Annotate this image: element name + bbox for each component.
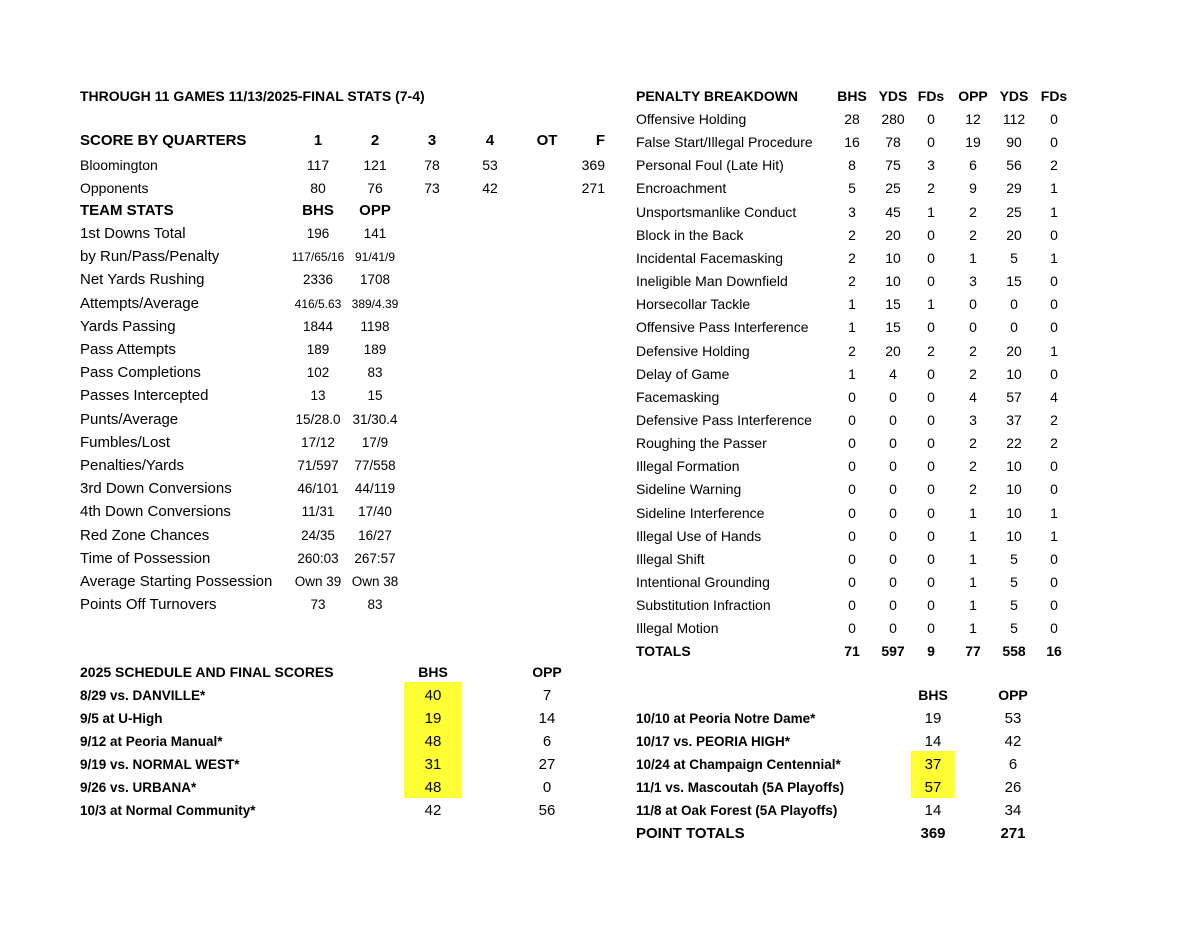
- team-stat-label: 4th Down Conversions: [80, 503, 231, 521]
- team-stat-opp: 17/40: [358, 504, 392, 520]
- schedule-game: 9/26 vs. URBANA*: [80, 780, 197, 795]
- penalty-cell: 1: [1050, 249, 1058, 266]
- penalty-totals-label: TOTALS: [636, 643, 691, 660]
- quarter-cell: 271: [581, 180, 605, 196]
- team-stat-bhs: 189: [306, 342, 330, 357]
- team-stat-bhs: 260:03: [297, 550, 339, 566]
- team-stat-opp: 16/27: [358, 527, 392, 543]
- penalty-cell: 1: [1050, 342, 1058, 359]
- penalty-row-label: Illegal Shift: [636, 550, 705, 567]
- team-stat-bhs: 11/31: [301, 504, 335, 520]
- penalty-cell: 0: [927, 134, 935, 151]
- quarter-col-header: 4: [485, 132, 495, 149]
- schedule-bhs-score: 48: [424, 779, 442, 796]
- team-stat-bhs: 102: [306, 365, 330, 381]
- team-stat-opp: Own 38: [351, 574, 399, 589]
- penalty-cell: 16: [844, 134, 860, 151]
- penalty-cell: 0: [927, 365, 935, 382]
- quarter-row-team: Opponents: [80, 180, 149, 196]
- team-stat-opp: 83: [367, 365, 383, 381]
- penalty-cell: 20: [885, 226, 901, 243]
- quarter-cell: 42: [482, 180, 498, 196]
- penalty-cell: 0: [889, 620, 897, 637]
- schedule-opp-score: 34: [1004, 802, 1022, 819]
- penalty-cell: 0: [848, 504, 856, 521]
- penalty-cell: 0: [848, 597, 856, 614]
- penalty-cell: 2: [848, 226, 856, 243]
- penalty-cell: 0: [927, 388, 935, 405]
- team-stat-label: 3rd Down Conversions: [80, 480, 232, 498]
- penalty-cell: 0: [1050, 319, 1058, 336]
- team-stat-bhs: 17/12: [301, 434, 335, 450]
- team-stat-bhs: 13: [310, 388, 326, 404]
- penalty-cell: 2: [927, 180, 935, 197]
- team-stat-label: Fumbles/Lost: [80, 433, 171, 451]
- penalty-cell: 0: [1050, 620, 1058, 637]
- penalty-cell: 37: [1006, 411, 1022, 428]
- schedule-bhs-score: 19: [924, 710, 942, 727]
- schedule-game: 10/24 at Champaign Centennial*: [636, 757, 841, 772]
- penalty-col-header: FDs: [917, 88, 945, 104]
- schedule-bhs-score: 48: [424, 733, 442, 750]
- penalty-cell: 25: [885, 180, 901, 197]
- point-totals-label: POINT TOTALS: [636, 825, 745, 842]
- penalty-cell: 15: [1006, 273, 1022, 290]
- quarter-cell: 53: [482, 157, 498, 173]
- penalty-cell: 2: [969, 435, 977, 452]
- team-stat-bhs: 46/101: [297, 481, 339, 497]
- quarter-cell: 117: [306, 157, 330, 173]
- team-stat-label: by Run/Pass/Penalty: [80, 248, 220, 266]
- quarter-col-header: F: [595, 132, 605, 149]
- penalty-cell: 5: [848, 180, 856, 197]
- penalty-totals-cell: 77: [965, 643, 981, 660]
- penalty-cell: 2: [1050, 157, 1058, 174]
- penalty-totals-cell: 71: [844, 643, 860, 660]
- penalty-row-label: Offensive Pass Interference: [636, 319, 809, 336]
- penalty-row-label: Sideline Interference: [636, 504, 765, 521]
- penalty-col-header: BHS: [837, 88, 867, 104]
- penalty-cell: 1: [969, 620, 977, 637]
- schedule-right-col-opp: OPP: [998, 687, 1028, 703]
- penalty-row-label: Facemasking: [636, 388, 720, 405]
- team-stat-label: Punts/Average: [80, 410, 179, 428]
- penalty-cell: 2: [848, 342, 856, 359]
- penalty-cell: 10: [885, 249, 901, 266]
- team-stat-bhs: 71/597: [297, 458, 339, 473]
- penalty-cell: 4: [889, 365, 897, 382]
- penalty-cell: 0: [848, 574, 856, 590]
- penalty-cell: 10: [885, 273, 901, 290]
- penalty-cell: 10: [1006, 504, 1022, 521]
- penalty-cell: 0: [848, 411, 856, 428]
- penalty-cell: 0: [927, 550, 935, 567]
- penalty-heading: PENALTY BREAKDOWN: [636, 88, 799, 104]
- penalty-cell: 9: [969, 180, 977, 197]
- penalty-cell: 1: [927, 296, 935, 313]
- penalty-cell: 0: [889, 574, 897, 590]
- penalty-totals-cell: 16: [1046, 643, 1062, 660]
- penalty-cell: 90: [1006, 134, 1022, 151]
- penalty-cell: 0: [1010, 296, 1018, 313]
- team-stat-bhs: Own 39: [294, 574, 342, 589]
- penalty-col-header: YDS: [999, 88, 1029, 104]
- team-stat-label: 1st Downs Total: [80, 225, 186, 242]
- quarter-cell: 121: [363, 157, 387, 173]
- penalty-row-label: False Start/Illegal Procedure: [636, 134, 813, 151]
- team-stat-label: Passes Intercepted: [80, 387, 209, 405]
- penalty-cell: 8: [848, 157, 856, 174]
- penalty-cell: 2: [1050, 411, 1058, 428]
- penalty-cell: 0: [848, 458, 856, 475]
- penalty-cell: 5: [1010, 550, 1018, 567]
- penalty-cell: 0: [889, 481, 897, 498]
- penalty-cell: 5: [1010, 249, 1018, 266]
- penalty-cell: 10: [1006, 458, 1022, 475]
- penalty-cell: 0: [927, 249, 935, 266]
- penalty-row-label: Block in the Back: [636, 226, 744, 243]
- team-stat-bhs: 117/65/16: [291, 250, 345, 265]
- team-stat-bhs: 2336: [302, 272, 334, 288]
- penalty-cell: 0: [848, 527, 856, 544]
- penalty-cell: 0: [1050, 597, 1058, 614]
- team-stat-label: Pass Attempts: [80, 341, 176, 358]
- penalty-row-label: Ineligible Man Downfield: [636, 273, 788, 290]
- team-stat-opp: 77/558: [354, 458, 396, 473]
- penalty-cell: 0: [927, 226, 935, 243]
- penalty-cell: 0: [1050, 481, 1058, 498]
- penalty-cell: 3: [969, 411, 977, 428]
- penalty-cell: 20: [1006, 226, 1022, 243]
- schedule-bhs-score: 19: [424, 710, 442, 727]
- penalty-cell: 0: [927, 481, 935, 498]
- schedule-right-col-bhs: BHS: [918, 687, 948, 703]
- penalty-cell: 0: [848, 481, 856, 498]
- penalty-cell: 1: [969, 504, 977, 521]
- team-stat-opp: 15: [367, 388, 383, 404]
- schedule-bhs-score: 14: [924, 733, 942, 750]
- penalty-cell: 0: [969, 296, 977, 313]
- penalty-col-header: FDs: [1040, 88, 1068, 104]
- penalty-cell: 0: [1050, 111, 1058, 127]
- penalty-cell: 4: [969, 388, 977, 405]
- penalty-row-label: Intentional Grounding: [636, 574, 770, 590]
- penalty-cell: 15: [885, 296, 901, 313]
- team-stat-label: Pass Completions: [80, 364, 201, 382]
- penalty-cell: 3: [969, 273, 977, 290]
- team-stat-label: Attempts/Average: [80, 294, 199, 312]
- penalty-cell: 0: [848, 435, 856, 452]
- team-stat-opp: 1198: [360, 318, 390, 334]
- penalty-row-label: Encroachment: [636, 180, 727, 197]
- penalty-cell: 0: [1050, 550, 1058, 567]
- penalty-row-label: Substitution Infraction: [636, 597, 771, 614]
- penalty-col-header: YDS: [878, 88, 908, 104]
- penalty-row-label: Illegal Formation: [636, 458, 740, 475]
- penalty-cell: 10: [1006, 365, 1022, 382]
- team-stat-opp: 389/4.39: [351, 296, 399, 311]
- penalty-cell: 0: [848, 550, 856, 567]
- penalty-cell: 0: [889, 550, 897, 567]
- penalty-cell: 25: [1006, 203, 1022, 220]
- penalty-cell: 0: [969, 319, 977, 336]
- quarter-cell: 78: [424, 157, 440, 173]
- team-stats-heading: TEAM STATS: [80, 202, 174, 219]
- team-stat-bhs: 1844: [302, 318, 334, 334]
- penalty-cell: 0: [889, 527, 897, 544]
- team-stat-label: Penalties/Yards: [80, 457, 184, 474]
- penalty-cell: 12: [965, 111, 981, 127]
- schedule-game: 9/19 vs. NORMAL WEST*: [80, 757, 240, 772]
- penalty-row-label: Illegal Motion: [636, 620, 719, 637]
- quarter-cell: 73: [424, 180, 440, 196]
- penalty-cell: 20: [1006, 342, 1022, 359]
- team-stat-bhs: 196: [306, 226, 330, 241]
- penalty-cell: 1: [848, 319, 856, 336]
- schedule-opp-score: 14: [538, 710, 556, 727]
- penalty-cell: 56: [1006, 157, 1022, 174]
- schedule-opp-score: 56: [538, 802, 556, 819]
- penalty-totals-cell: 558: [1002, 643, 1026, 660]
- team-stat-bhs: 73: [310, 597, 326, 613]
- schedule-opp-score: 7: [542, 687, 552, 704]
- team-stat-opp: 1708: [359, 272, 391, 288]
- team-stat-bhs: 24/35: [301, 527, 335, 543]
- team-stat-opp: 91/41/9: [354, 250, 396, 265]
- penalty-cell: 0: [889, 388, 897, 405]
- penalty-row-label: Incidental Facemasking: [636, 249, 784, 266]
- penalty-cell: 1: [969, 550, 977, 567]
- penalty-cell: 10: [1006, 481, 1022, 498]
- penalty-cell: 0: [927, 273, 935, 290]
- penalty-row-label: Defensive Holding: [636, 342, 750, 359]
- penalty-cell: 1: [848, 365, 856, 382]
- penalty-cell: 0: [927, 435, 935, 452]
- penalty-row-label: Delay of Game: [636, 365, 730, 382]
- penalty-cell: 0: [927, 620, 935, 637]
- schedule-game: 8/29 vs. DANVILLE*: [80, 688, 206, 703]
- penalty-cell: 0: [889, 504, 897, 521]
- penalty-cell: 0: [1050, 226, 1058, 243]
- penalty-cell: 5: [1010, 620, 1018, 637]
- team-stats-col-bhs: BHS: [302, 202, 334, 219]
- penalty-cell: 0: [927, 319, 935, 336]
- quarter-row-team: Bloomington: [80, 157, 158, 173]
- penalty-cell: 4: [1050, 388, 1058, 405]
- penalty-cell: 0: [889, 411, 897, 428]
- schedule-col-bhs: BHS: [418, 664, 448, 680]
- penalty-cell: 5: [1010, 597, 1018, 614]
- schedule-game: 10/3 at Normal Community*: [80, 803, 256, 818]
- schedule-bhs-score: 14: [924, 802, 942, 819]
- penalty-cell: 0: [1050, 365, 1058, 382]
- penalty-cell: 2: [969, 226, 977, 243]
- penalty-cell: 1: [969, 574, 977, 590]
- penalty-cell: 1: [1050, 527, 1058, 544]
- schedule-opp-score: 26: [1004, 779, 1022, 796]
- schedule-opp-score: 6: [1008, 756, 1018, 773]
- schedule-opp-score: 0: [542, 779, 552, 796]
- team-stat-label: Average Starting Possession: [80, 573, 273, 590]
- quarter-cell: 76: [367, 180, 383, 196]
- team-stat-opp: 31/30.4: [352, 411, 398, 427]
- penalty-totals-cell: 597: [881, 643, 905, 660]
- penalty-cell: 0: [889, 458, 897, 475]
- penalty-col-header: OPP: [958, 88, 988, 104]
- team-stat-opp: 189: [363, 342, 387, 357]
- penalty-cell: 22: [1006, 435, 1022, 452]
- schedule-bhs-score: 40: [424, 687, 442, 704]
- penalty-cell: 0: [927, 597, 935, 614]
- penalty-cell: 0: [1050, 296, 1058, 313]
- schedule-opp-score: 6: [542, 733, 552, 750]
- penalty-cell: 1: [969, 527, 977, 544]
- penalty-cell: 112: [1002, 111, 1026, 127]
- schedule-game: 10/10 at Peoria Notre Dame*: [636, 711, 816, 726]
- page-title: THROUGH 11 GAMES 11/13/2025-FINAL STATS (7-4): [80, 88, 425, 104]
- penalty-cell: 1: [1050, 504, 1058, 521]
- team-stat-bhs: 416/5.63: [294, 296, 342, 311]
- penalty-cell: 0: [1010, 319, 1018, 336]
- penalty-cell: 0: [927, 458, 935, 475]
- team-stat-opp: 44/119: [354, 481, 396, 497]
- penalty-cell: 2: [969, 342, 977, 359]
- penalty-cell: 19: [965, 134, 981, 151]
- penalty-cell: 15: [885, 319, 901, 336]
- schedule-bhs-score: 37: [924, 756, 942, 773]
- penalty-cell: 1: [969, 249, 977, 266]
- penalty-cell: 0: [889, 435, 897, 452]
- schedule-game: 11/1 vs. Mascoutah (5A Playoffs): [636, 780, 845, 795]
- penalty-cell: 28: [844, 111, 860, 127]
- quarter-cell: 80: [310, 180, 326, 196]
- quarters-heading: SCORE BY QUARTERS: [80, 132, 247, 149]
- penalty-cell: 0: [927, 111, 935, 127]
- penalty-cell: 2: [927, 342, 935, 359]
- team-stat-label: Yards Passing: [80, 317, 176, 335]
- penalty-cell: 0: [1050, 273, 1058, 290]
- penalty-cell: 78: [885, 134, 901, 151]
- team-stat-bhs: 15/28.0: [295, 411, 341, 427]
- penalty-cell: 20: [885, 342, 901, 359]
- schedule-col-opp: OPP: [532, 664, 562, 680]
- penalty-cell: 45: [885, 203, 901, 220]
- schedule-game: 9/5 at U-High: [80, 711, 163, 726]
- penalty-cell: 0: [927, 504, 935, 521]
- penalty-row-label: Defensive Pass Interference: [636, 411, 812, 428]
- penalty-cell: 0: [848, 620, 856, 637]
- penalty-row-label: Horsecollar Tackle: [636, 296, 751, 313]
- penalty-cell: 75: [885, 157, 901, 174]
- schedule-opp-score: 27: [538, 756, 556, 773]
- team-stat-label: Net Yards Rushing: [80, 271, 205, 289]
- penalty-totals-cell: 9: [927, 643, 935, 660]
- schedule-bhs-score: 31: [424, 756, 442, 773]
- team-stat-opp: 83: [367, 597, 383, 613]
- point-totals-opp: 271: [1000, 825, 1026, 842]
- penalty-cell: 2: [848, 273, 856, 290]
- quarter-cell: 369: [581, 157, 605, 173]
- penalty-cell: 1: [848, 296, 856, 313]
- penalty-cell: 2: [848, 249, 856, 266]
- schedule-game: 10/17 vs. PEORIA HIGH*: [636, 734, 791, 749]
- penalty-row-label: Roughing the Passer: [636, 435, 767, 452]
- penalty-cell: 1: [969, 597, 977, 614]
- penalty-cell: 5: [1010, 574, 1018, 590]
- penalty-cell: 0: [1050, 574, 1058, 590]
- quarter-col-header: OT: [536, 132, 558, 149]
- penalty-cell: 0: [889, 597, 897, 614]
- penalty-cell: 1: [1050, 203, 1058, 220]
- penalty-cell: 3: [848, 203, 856, 220]
- quarter-col-header: 3: [427, 132, 437, 149]
- point-totals-bhs: 369: [920, 825, 946, 842]
- team-stat-opp: 141: [363, 226, 387, 241]
- team-stat-opp: 17/9: [361, 434, 389, 450]
- penalty-cell: 0: [1050, 134, 1058, 151]
- schedule-bhs-score: 57: [924, 779, 942, 796]
- schedule-game: 11/8 at Oak Forest (5A Playoffs): [636, 803, 838, 818]
- penalty-cell: 2: [969, 365, 977, 382]
- penalty-cell: 0: [927, 411, 935, 428]
- penalty-row-label: Sideline Warning: [636, 481, 742, 498]
- team-stat-opp: 267:57: [354, 550, 396, 566]
- penalty-row-label: Personal Foul (Late Hit): [636, 157, 784, 174]
- schedule-game: 9/12 at Peoria Manual*: [80, 734, 223, 749]
- penalty-cell: 29: [1006, 180, 1022, 197]
- penalty-row-label: Offensive Holding: [636, 111, 747, 127]
- schedule-opp-score: 53: [1004, 710, 1022, 727]
- penalty-cell: 0: [1050, 458, 1058, 475]
- penalty-row-label: Unsportsmanlike Conduct: [636, 203, 797, 220]
- penalty-cell: 57: [1006, 388, 1022, 405]
- penalty-cell: 0: [848, 388, 856, 405]
- penalty-cell: 2: [969, 458, 977, 475]
- penalty-cell: 0: [927, 527, 935, 544]
- penalty-cell: 10: [1006, 527, 1022, 544]
- team-stat-label: Time of Possession: [80, 549, 211, 567]
- quarter-col-header: 2: [370, 132, 380, 149]
- quarter-col-header: 1: [313, 132, 323, 149]
- penalty-cell: 2: [969, 481, 977, 498]
- penalty-row-label: Illegal Use of Hands: [636, 527, 762, 544]
- penalty-cell: 1: [1050, 180, 1058, 197]
- penalty-cell: 1: [927, 203, 935, 220]
- schedule-opp-score: 42: [1004, 733, 1022, 750]
- team-stat-label: Red Zone Chances: [80, 526, 210, 544]
- penalty-cell: 2: [1050, 435, 1058, 452]
- penalty-cell: 2: [969, 203, 977, 220]
- team-stat-label: Points Off Turnovers: [80, 596, 217, 614]
- penalty-cell: 3: [927, 157, 935, 174]
- schedule-bhs-score: 42: [424, 802, 442, 819]
- team-stats-col-opp: OPP: [359, 202, 391, 219]
- penalty-cell: 6: [969, 157, 977, 174]
- penalty-cell: 280: [881, 111, 905, 127]
- schedule-heading: 2025 SCHEDULE AND FINAL SCORES: [80, 664, 334, 680]
- penalty-cell: 0: [927, 574, 935, 590]
